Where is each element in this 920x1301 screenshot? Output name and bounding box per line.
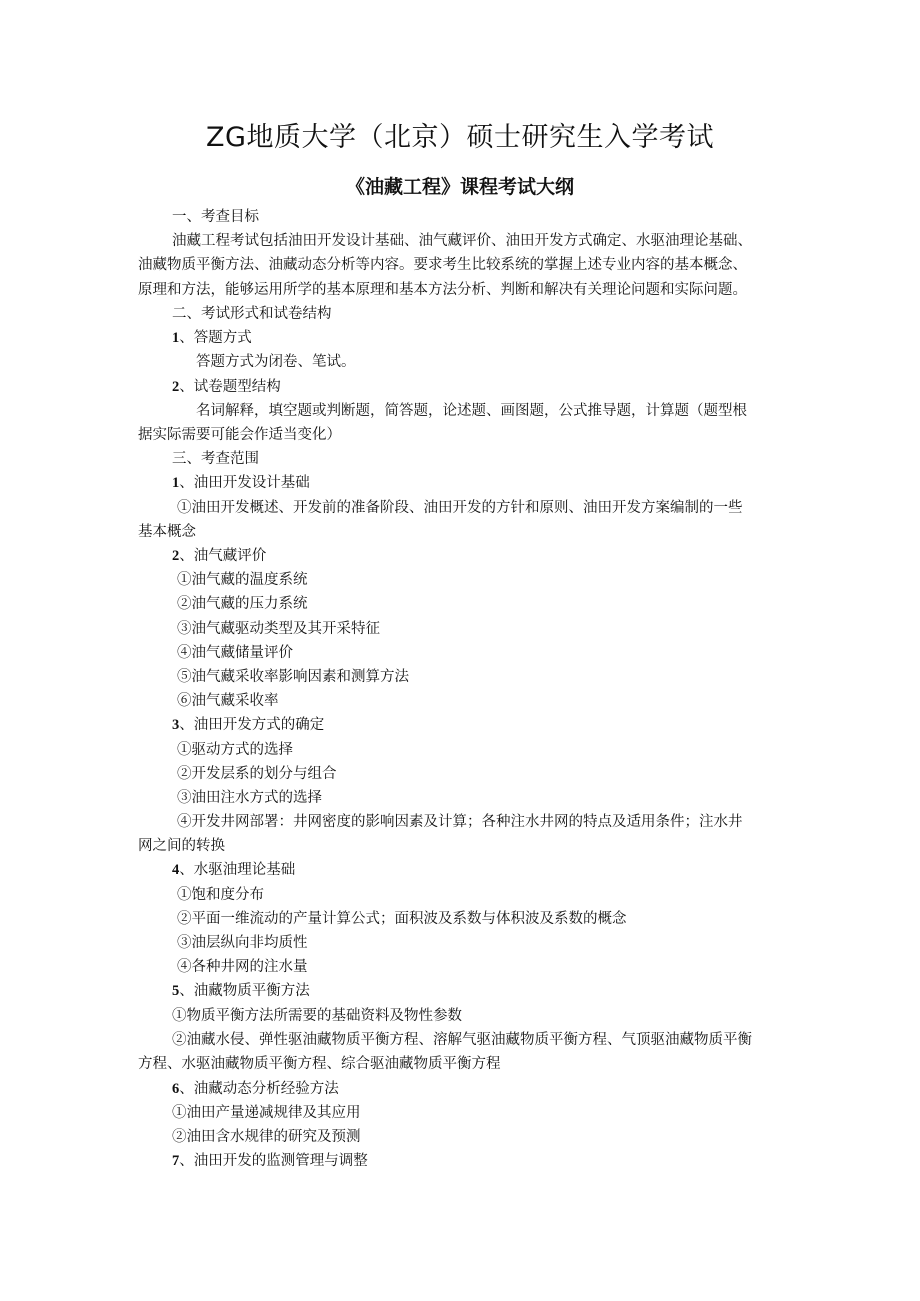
section-heading-line: [172, 326, 252, 350]
line-text: ③油田注水方式的选择: [177, 790, 322, 806]
text-line: [177, 931, 308, 955]
text-line: [177, 883, 264, 907]
line-text: 方程、水驱油藏物质平衡方程、综合驱油藏物质平衡方程: [138, 1056, 501, 1072]
line-text: ①油田开发概述、开发前的准备阶段、油田开发的方针和原则、油田开发方案编制的一些: [177, 500, 743, 516]
item-number: 1: [172, 330, 180, 346]
section-heading-line: [172, 1149, 368, 1173]
text-line: [172, 205, 259, 229]
text-line: [196, 350, 356, 374]
line-text: ②平面一维流动的产量计算公式；面积波及系数与体积波及系数的概念: [177, 911, 627, 927]
text-line: [138, 520, 196, 544]
line-text: 、油藏动态分析经验方法: [179, 1081, 339, 1097]
item-number: 7: [172, 1153, 180, 1169]
text-line: [172, 302, 332, 326]
text-line: [177, 641, 293, 665]
text-line: [172, 1028, 752, 1052]
line-text: 、油田开发的监测管理与调整: [179, 1153, 368, 1169]
line-text: ②开发层系的划分与组合: [177, 766, 337, 782]
text-line: [177, 955, 308, 979]
line-text: 、答题方式: [179, 330, 252, 346]
line-text: ④油气藏储量评价: [177, 645, 293, 661]
line-text: 二、考试形式和试卷结构: [172, 306, 332, 322]
text-line: [177, 689, 279, 713]
text-line: [177, 762, 337, 786]
item-number: 4: [172, 862, 180, 878]
section-heading-line: [172, 1077, 339, 1101]
document-title: ZG地质大学（北京）硕士研究生入学考试: [206, 122, 714, 153]
section-heading-line: [172, 471, 310, 495]
line-text: 名词解释，填空题或判断题，简答题，论述题、画图题，公式推导题，计算题（题型根: [196, 403, 747, 419]
item-number: 6: [172, 1081, 180, 1097]
line-text: ②油田含水规律的研究及预测: [172, 1129, 361, 1145]
item-number: 1: [172, 475, 180, 491]
text-line: [138, 278, 747, 302]
section-heading-line: [172, 858, 295, 882]
line-text: ⑤油气藏采收率影响因素和测算方法: [177, 669, 409, 685]
line-text: 、油田开发设计基础: [179, 475, 310, 491]
line-text: ①物质平衡方法所需要的基础资料及物性参数: [172, 1008, 462, 1024]
line-text: 答题方式为闭卷、笔试。: [196, 354, 356, 370]
line-text: 原理和方法，能够运用所学的基本原理和基本方法分析、判断和解决有关理论问题和实际问题。: [138, 282, 747, 298]
text-line: [177, 738, 293, 762]
text-line: [177, 568, 308, 592]
text-line: [177, 592, 308, 616]
line-text: 网之间的转换: [138, 838, 225, 854]
text-line: [172, 1125, 361, 1149]
text-line: [177, 810, 743, 834]
line-text: 油藏工程考试包括油田开发设计基础、油气藏评价、油田开发方式确定、水驱油理论基础、: [172, 233, 752, 249]
text-line: [177, 617, 380, 641]
text-line: [172, 229, 752, 253]
line-text: ②油气藏的压力系统: [177, 596, 308, 612]
line-text: 、试卷题型结构: [179, 379, 281, 395]
line-text: 、油藏物质平衡方法: [179, 983, 310, 999]
line-text: ③油气藏驱动类型及其开采特征: [177, 621, 380, 637]
text-line: [177, 496, 743, 520]
line-text: 、油气藏评价: [179, 548, 267, 564]
item-number: 2: [172, 548, 180, 564]
line-text: ⑥油气藏采收率: [177, 693, 279, 709]
line-text: 、水驱油理论基础: [179, 862, 296, 878]
line-text: 一、考查目标: [172, 209, 259, 225]
text-line: [177, 786, 322, 810]
line-text: 油藏物质平衡方法、油藏动态分析等内容。要求考生比较系统的掌握上述专业内容的基本概念、: [138, 257, 747, 273]
line-text: ③油层纵向非均质性: [177, 935, 308, 951]
line-text: ④开发井网部署：井网密度的影响因素及计算；各种注水井网的特点及适用条件；注水井: [177, 814, 743, 830]
text-line: [177, 665, 409, 689]
text-line: [138, 834, 225, 858]
item-number: 3: [172, 717, 180, 733]
line-text: ①饱和度分布: [177, 887, 264, 903]
section-heading-line: [172, 375, 281, 399]
line-text: ④各种井网的注水量: [177, 959, 308, 975]
line-text: 据实际需要可能会作适当变化）: [138, 427, 341, 443]
line-text: ①油气藏的温度系统: [177, 572, 308, 588]
section-heading-line: [172, 979, 310, 1003]
item-number: 5: [172, 983, 180, 999]
text-line: [172, 447, 259, 471]
line-text: ②油藏水侵、弹性驱油藏物质平衡方程、溶解气驱油藏物质平衡方程、气顶驱油藏物质平衡: [172, 1032, 752, 1048]
text-line: [172, 1101, 361, 1125]
section-heading-line: [172, 544, 266, 568]
text-line: [177, 907, 627, 931]
line-text: 三、考查范围: [172, 451, 259, 467]
text-line: [172, 1004, 462, 1028]
text-line: [196, 399, 747, 423]
document-subtitle: 《油藏工程》课程考试大纲: [345, 176, 574, 198]
line-text: ①驱动方式的选择: [177, 742, 293, 758]
item-number: 2: [172, 379, 180, 395]
line-text: 基本概念: [138, 524, 196, 540]
line-text: ①油田产量递减规律及其应用: [172, 1105, 361, 1121]
text-line: [138, 253, 747, 277]
line-text: 、油田开发方式的确定: [179, 717, 325, 733]
text-line: [138, 423, 341, 447]
text-line: [138, 1052, 501, 1076]
section-heading-line: [172, 713, 324, 737]
